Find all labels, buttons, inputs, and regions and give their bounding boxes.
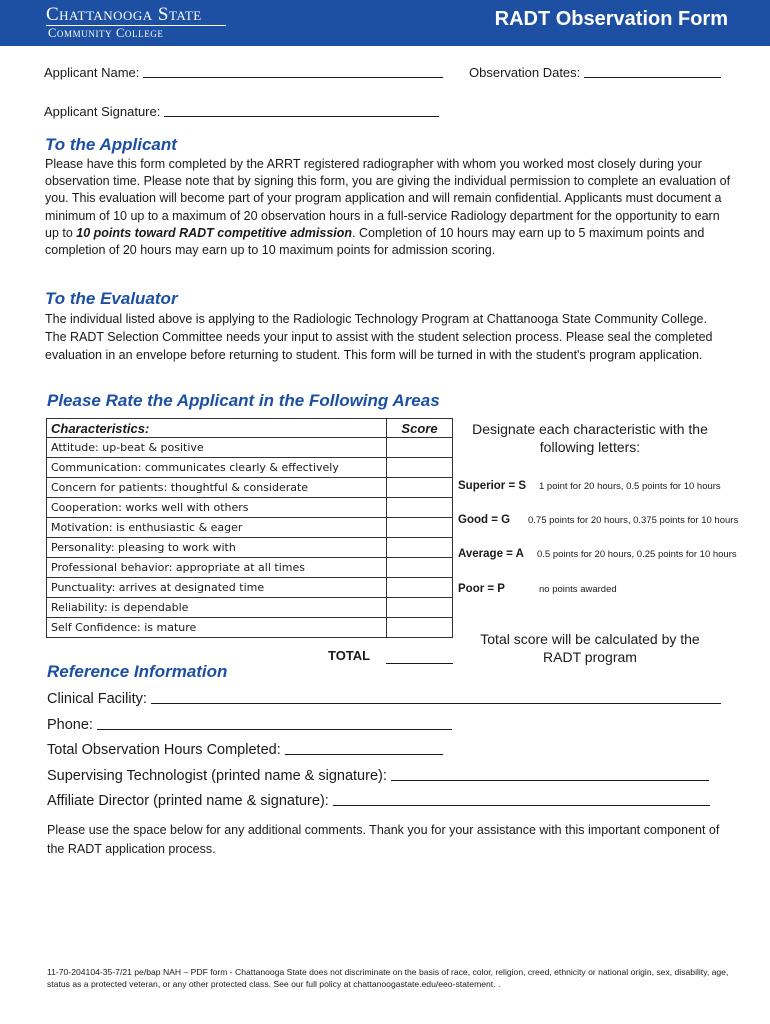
characteristic-cell: Attitude: up-beat & positive — [47, 438, 387, 458]
applicant-signature-blank[interactable] — [164, 105, 439, 117]
score-cell[interactable] — [387, 558, 453, 578]
total-blank[interactable] — [386, 663, 453, 664]
phone-blank[interactable] — [97, 716, 452, 730]
score-header: Score — [387, 419, 453, 438]
rating-table — [46, 418, 453, 638]
table-row — [47, 518, 453, 538]
affiliate-director-blank[interactable] — [333, 792, 710, 806]
rating-heading: Please Rate the Applicant in the Following Areas — [47, 391, 440, 410]
grade-poor-desc: no points awarded — [539, 584, 617, 595]
college-logo-subtitle: Community College — [48, 26, 164, 40]
observation-dates-label: Observation Dates: — [469, 65, 581, 80]
score-cell[interactable] — [387, 458, 453, 478]
applicant-name-label: Applicant Name: — [44, 65, 140, 80]
table-row — [47, 438, 453, 458]
characteristic-cell: Reliability: is dependable — [47, 598, 387, 618]
total-label: TOTAL — [328, 648, 371, 663]
characteristic-cell: Professional behavior: appropriate at all times — [47, 558, 387, 578]
reference-heading: Reference Information — [47, 662, 228, 681]
characteristic-cell: Concern for patients: thoughtful & considerate — [47, 478, 387, 498]
closing-comments-text: Please use the space below for any additional comments. Thank you for your assistance with this important component of the RADT application process. — [47, 823, 720, 856]
supervising-technologist-label: Supervising Technologist (printed name & signature): — [47, 768, 387, 784]
table-row — [47, 618, 453, 638]
score-cell[interactable] — [387, 578, 453, 598]
clinical-facility-label: Clinical Facility: — [47, 691, 147, 707]
characteristic-cell: Communication: communicates clearly & effectively — [47, 458, 387, 478]
score-cell[interactable] — [387, 518, 453, 538]
table-row — [47, 598, 453, 618]
characteristic-cell: Self Confidence: is mature — [47, 618, 387, 638]
table-row — [47, 578, 453, 598]
to-applicant-heading: To the Applicant — [45, 135, 177, 154]
clinical-facility-blank[interactable] — [151, 690, 721, 704]
applicant-signature-field[interactable] — [44, 104, 439, 119]
observation-dates-blank[interactable] — [584, 66, 721, 78]
table-row — [47, 538, 453, 558]
grade-average-desc: 0.5 points for 20 hours, 0.25 points for 10 hours — [537, 549, 737, 560]
grade-superior-label: Superior = S — [458, 480, 527, 492]
score-cell[interactable] — [387, 498, 453, 518]
grade-average-label: Average = A — [458, 548, 524, 560]
grade-superior-desc: 1 point for 20 hours, 0.5 points for 10 hours — [539, 481, 721, 492]
affiliate-director-field[interactable] — [47, 792, 710, 809]
designate-instructions: Designate each characteristic with the following letters: — [472, 421, 708, 455]
table-row — [47, 458, 453, 478]
form-title: RADT Observation Form — [494, 8, 728, 30]
grade-poor-label: Poor = P — [458, 583, 505, 595]
to-evaluator-heading: To the Evaluator — [45, 289, 178, 308]
score-cell[interactable] — [387, 618, 453, 638]
applicant-signature-label: Applicant Signature: — [44, 104, 161, 119]
score-cell[interactable] — [387, 438, 453, 458]
observation-hours-label: Total Observation Hours Completed: — [47, 742, 281, 758]
phone-field[interactable] — [47, 716, 452, 733]
characteristics-header: Characteristics: — [47, 419, 387, 438]
score-cell[interactable] — [387, 478, 453, 498]
table-row — [47, 478, 453, 498]
header-bar — [0, 0, 770, 46]
total-score-note: Total score will be calculated by the RADT program — [480, 631, 700, 665]
observation-dates-field[interactable] — [469, 65, 721, 80]
applicant-name-field[interactable] — [44, 65, 443, 80]
table-row — [47, 558, 453, 578]
score-cell[interactable] — [387, 598, 453, 618]
to-applicant-text: Please have this form completed by the ARRT registered radiographer with whom you worked most closely during your observation time. Please note that by signing this form, you are giving the individual permission to complete an evaluation of you. This evaluation will become part of your program application and will remain confidential. Applicants must document a minimum of 10 up to a maximum of 20 observation hours in a full-service Radiology department for the opportunity to earn up to 10 points toward RADT competitive admission. Completion of 10 hours may earn up to 5 maximum points and completion of 20 hours may earn up to 10 maximum points for admission scoring. — [45, 157, 731, 258]
observation-hours-blank[interactable] — [285, 741, 443, 755]
characteristic-cell: Punctuality: arrives at designated time — [47, 578, 387, 598]
college-logo-name: Chattanooga State — [46, 4, 202, 25]
characteristic-cell: Cooperation: works well with others — [47, 498, 387, 518]
characteristic-cell: Personality: pleasing to work with — [47, 538, 387, 558]
grade-good-label: Good = G — [458, 514, 511, 526]
to-evaluator-text: The individual listed above is applying to the Radiologic Technology Program at Chattanooga State Community College. The RADT Selection Committee needs your input to assist with the student selection process. Please seal the completed evaluation in an envelope before returning to student. This form will be turned in with the student's program application. — [45, 312, 713, 362]
phone-label: Phone: — [47, 717, 93, 733]
applicant-name-blank[interactable] — [143, 66, 443, 78]
clinical-facility-field[interactable] — [47, 690, 721, 707]
table-row — [47, 498, 453, 518]
characteristic-cell: Motivation: is enthusiastic & eager — [47, 518, 387, 538]
supervising-technologist-field[interactable] — [47, 767, 709, 784]
affiliate-director-label: Affiliate Director (printed name & signature): — [47, 793, 329, 809]
grade-good-desc: 0.75 points for 20 hours, 0.375 points for 10 hours — [528, 515, 739, 526]
score-cell[interactable] — [387, 538, 453, 558]
footer-disclaimer: 11-70-204104-35-7/21 pe/bap NAH – PDF form - Chattanooga State does not discriminate on the basis of race, color, religion, creed, ethnicity or national origin, sex, disability, age, status as a protected veteran, or any other protected class. See our full policy at chattanoogastate.edu/eeo-statement. . — [47, 967, 729, 989]
supervising-technologist-blank[interactable] — [391, 767, 709, 781]
observation-hours-field[interactable] — [47, 741, 443, 758]
